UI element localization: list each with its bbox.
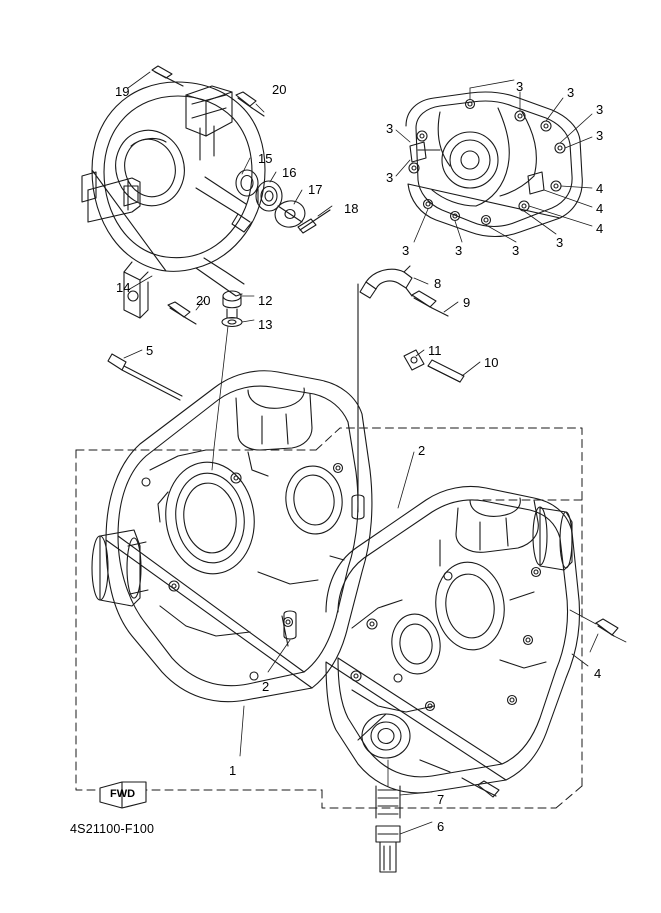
callout-4-right: 4: [594, 666, 602, 681]
callout-6: 6: [437, 819, 445, 834]
callout-14: 14: [116, 280, 131, 295]
callout-3-f: 3: [386, 170, 394, 185]
callout-17: 17: [308, 182, 323, 197]
callout-2-upper: 2: [418, 443, 426, 458]
callout-16: 16: [282, 165, 297, 180]
callout-18: 18: [344, 201, 359, 216]
callout-12: 12: [258, 293, 273, 308]
dowel-2-upper: [352, 284, 364, 519]
callout-3-j: 3: [556, 235, 564, 250]
diagram-part-code: 4S21100-F100: [70, 822, 155, 836]
callout-1: 1: [229, 763, 237, 778]
callout-20-top: 20: [272, 82, 287, 97]
callout-20-lower: 20: [196, 293, 211, 308]
bolt-6: [376, 822, 432, 872]
callout-19: 19: [115, 84, 130, 99]
callout-9: 9: [463, 295, 471, 310]
fwd-direction-marker: [96, 778, 150, 812]
callout-3-h: 3: [455, 243, 463, 258]
callout-2-lower: 2: [262, 679, 270, 694]
callout-4-a: 4: [596, 181, 604, 196]
callout-8: 8: [434, 276, 442, 291]
bolt-5: [108, 354, 182, 400]
crankcase-left-half: [92, 371, 372, 702]
callout-10: 10: [484, 355, 499, 370]
callout-4-b: 4: [596, 201, 604, 216]
bolt-4-bottom: [462, 778, 499, 797]
callout-3-b: 3: [567, 85, 575, 100]
callout-15: 15: [258, 151, 273, 166]
callout-3-c: 3: [596, 102, 604, 117]
bolt-20-top: [236, 92, 264, 116]
callout-3-e: 3: [386, 121, 394, 136]
plate-11: [404, 350, 424, 370]
callout-13: 13: [258, 317, 273, 332]
callout-3-d: 3: [596, 128, 604, 143]
pin-10: [428, 360, 464, 382]
spring-7: [376, 760, 432, 818]
crankcase-right-top-view: [396, 80, 592, 242]
fwd-label: FWD: [110, 788, 136, 800]
callout-4-c: 4: [596, 221, 604, 236]
callout-5: 5: [146, 343, 154, 358]
bolt-9: [412, 291, 448, 316]
clamp-8: [360, 266, 412, 298]
bolt-20-lower: [168, 302, 196, 324]
callout-3-a: 3: [516, 79, 524, 94]
callout-11: 11: [428, 343, 442, 358]
screw-18: [298, 210, 330, 233]
callout-7: 7: [437, 792, 445, 807]
crankcase-cover-assembly: [82, 66, 265, 318]
callout-3-g: 3: [402, 243, 410, 258]
crankcase-right-half: [326, 487, 580, 793]
callout-3-i: 3: [512, 243, 520, 258]
washer-13: [222, 318, 254, 327]
